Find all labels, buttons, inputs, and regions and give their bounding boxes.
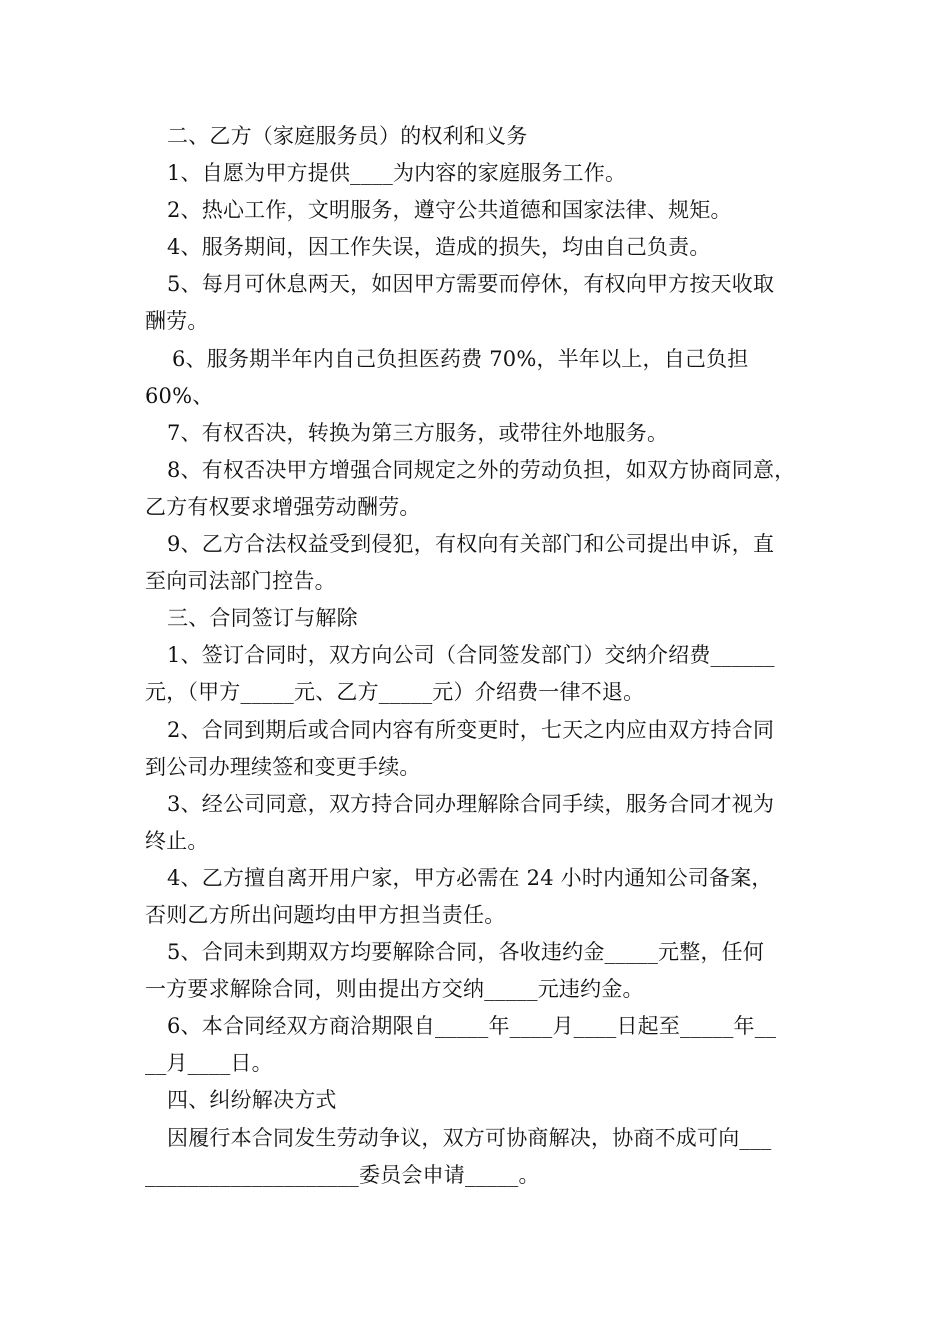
- paragraph-line: 酬劳。: [145, 309, 209, 334]
- paragraph-line: ____________________委员会申请_____。: [145, 1162, 540, 1187]
- paragraph-line: 乙方有权要求增强劳动酬劳。: [145, 494, 421, 519]
- paragraph-line: 5、合同未到期双方均要解除合同，各收违约金_____元整，任何: [167, 940, 765, 965]
- paragraph-line: 1、自愿为甲方提供____为内容的家庭服务工作。: [167, 161, 627, 186]
- paragraph-line: 因履行本合同发生劳动争议，双方可协商解决，协商不成可向___: [167, 1125, 772, 1150]
- paragraph-line: 至向司法部门控告。: [145, 569, 336, 594]
- section-heading: 二、乙方（家庭服务员）的权利和义务: [167, 124, 528, 148]
- section-heading: 四、纠纷解决方式: [167, 1088, 337, 1113]
- paragraph-line: 到公司办理续签和变更手续。: [145, 754, 421, 779]
- paragraph-line: 6、本合同经双方商洽期限自_____年____月____日起至_____年__: [167, 1014, 777, 1039]
- paragraph-line: 元，（甲方_____元、乙方_____元）介绍费一律不退。: [145, 680, 645, 705]
- paragraph-line: __月____日。: [145, 1051, 273, 1076]
- paragraph-line: 9、乙方合法权益受到侵犯，有权向有关部门和公司提出申诉，直: [167, 532, 775, 557]
- paragraph-line: 否则乙方所出问题均由甲方担当责任。: [145, 902, 506, 927]
- paragraph-line: 一方要求解除合同，则由提出方交纳_____元违约金。: [145, 977, 644, 1002]
- paragraph-line: 60%、: [145, 383, 214, 408]
- paragraph-line: 终止。: [145, 828, 209, 853]
- document-body: [145, 118, 815, 1194]
- paragraph-line: 2、热心工作，文明服务，遵守公共道德和国家法律、规矩。: [167, 198, 732, 223]
- paragraph-line: 6、服务期半年内自己负担医药费 70%，半年以上，自己负担: [172, 346, 749, 371]
- paragraph-line: 2、合同到期后或合同内容有所变更时，七天之内应由双方持合同: [167, 717, 775, 742]
- section-heading: 三、合同签订与解除: [167, 606, 358, 631]
- paragraph-line: 7、有权否决，转换为第三方服务，或带往外地服务。: [167, 420, 669, 445]
- paragraph-line: 1、签订合同时，双方向公司（合同签发部门）交纳介绍费______: [167, 643, 775, 668]
- paragraph-line: 3、经公司同意，双方持合同办理解除合同手续，服务合同才视为: [167, 791, 775, 816]
- paragraph-line: 8、有权否决甲方增强合同规定之外的劳动负担，如双方协商同意，: [167, 457, 796, 482]
- paragraph-line: 4、服务期间，因工作失误，造成的损失，均由自己负责。: [167, 235, 711, 260]
- paragraph-line: 4、乙方擅自离开用户家，甲方必需在 24 小时内通知公司备案，: [167, 865, 773, 890]
- paragraph-line: 5、每月可休息两天，如因甲方需要而停休，有权向甲方按天收取: [167, 272, 775, 297]
